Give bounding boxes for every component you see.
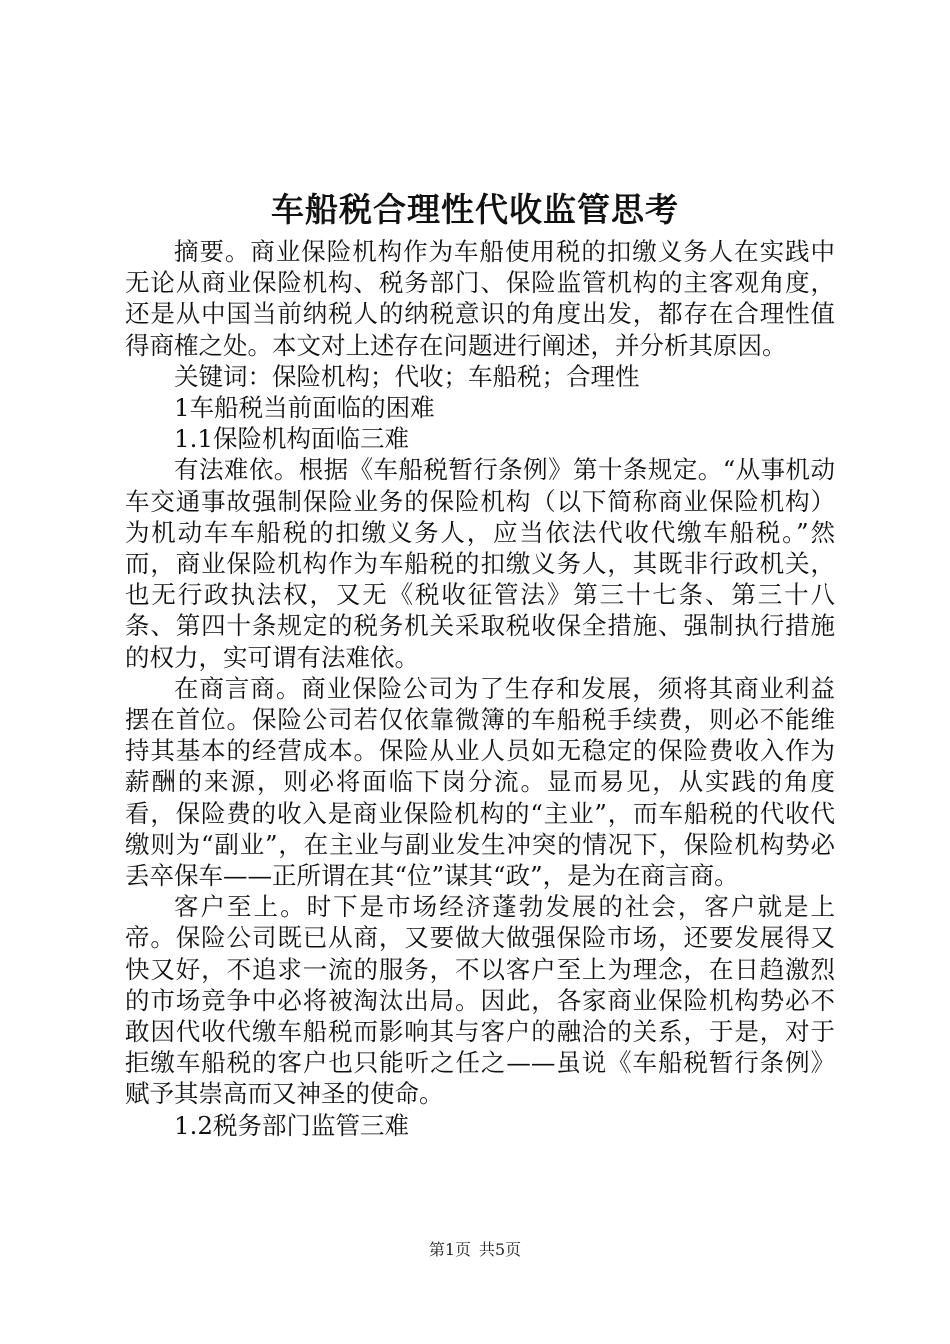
section-1-heading: 1车船税当前面临的困难: [174, 393, 435, 423]
page-footer: [0, 1238, 950, 1262]
page-number: 第1页: [428, 1240, 471, 1259]
document-body: [125, 236, 835, 1141]
document-title: 车船税合理性代收监管思考: [271, 190, 679, 229]
paragraph-2: 在商言商。商业保险公司为了生存和发展，须将其商业利益摆在首位。保险公司若仅依靠微簿的车船税手续费，则必不能维持其基本的经营成本。保险从业人员如无稳定的保险费收入作为薪酬的来源，则必将面临下岗分流。显而易见，从实践的角度看，保险费的收入是商业保险机构的“主业”，而车船税的代收代缴则为“副业”，在主业与副业发生冲突的情况下，保险机构势必丢卒保车——正所谓在其“位”谋其“政”，是为在商言商。: [125, 673, 835, 891]
paragraph-3: 客户至上。时下是市场经济蓬勃发展的社会，客户就是上帝。保险公司既已从商，又要做大做强保险市场，还要发展得又快又好，不追求一流的服务，不以客户至上为理念，在日趋激烈的市场竞争中必将被淘汰出局。因此，各家商业保险机构势必不敢因代收代缴车船税而影响其与客户的融洽的关系，于是，对于拒缴车船税的客户也只能听之任之——虽说《车船税暂行条例》赋予其崇高而又神圣的使命。: [125, 892, 835, 1109]
page-total: 共5页: [479, 1240, 522, 1259]
section-1-2-heading: 1.2税务部门监管三难: [174, 1110, 409, 1140]
section-1-1-heading: 1.1保险机构面临三难: [174, 424, 409, 454]
abstract-paragraph: 摘要。商业保险机构作为车船使用税的扣缴义务人在实践中无论从商业保险机构、税务部门、保险监管机构的主客观角度，还是从中国当前纳税人的纳税意识的角度出发，都存在合理性值得商榷之处。本文对上述存在问题进行阐述，并分析其原因。: [125, 237, 835, 360]
keywords-line: 关键词：保险机构；代收；车船税；合理性: [174, 361, 640, 391]
paragraph-1: 有法难依。根据《车船税暂行条例》第十条规定。“从事机动车交通事故强制保险业务的保险机构（以下简称商业保险机构）为机动车车船税的扣缴义务人，应当依法代收代缴车船税。”然而，商业保险机构作为车船税的扣缴义务人，其既非行政机关，也无行政执法权，又无《税收征管法》第三十七条、第三十八条、第四十条规定的税务机关采取税收保全措施、强制执行措施的权力，实可谓有法难依。: [125, 455, 835, 672]
